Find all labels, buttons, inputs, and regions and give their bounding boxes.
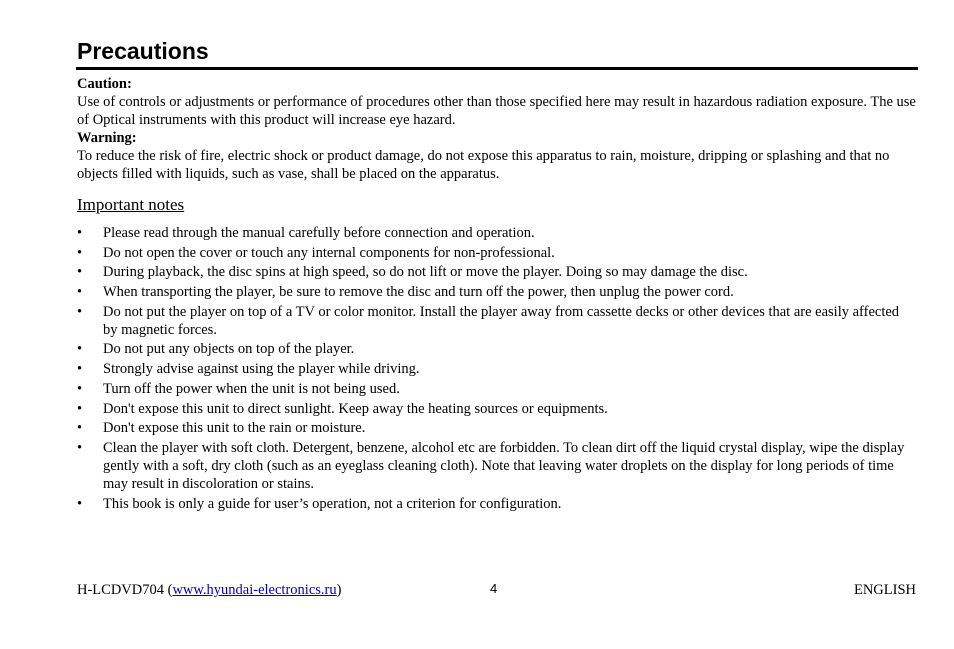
title-rule xyxy=(76,67,918,70)
list-item xyxy=(77,340,907,358)
safety-block xyxy=(77,75,917,183)
warning-label: Warning: xyxy=(77,130,137,146)
website-link[interactable]: www.hyundai-electronics.ru xyxy=(172,582,337,598)
bullet-icon: • xyxy=(77,439,83,456)
list-item xyxy=(77,495,907,513)
important-notes-heading: Important notes xyxy=(77,195,185,214)
list-item-text: Clean the player with soft cloth. Detergent, benzene, alcohol etc are forbidden. To clean dirt off the liquid crystal display, wipe the display gently with a soft, dry cloth (such as an eyeglass cleaning cloth). Note that leaving water droplets on the display for long periods of time may result in discoloration or stains. xyxy=(103,439,905,492)
footer-close-paren: ) xyxy=(336,582,342,598)
list-item xyxy=(77,303,907,339)
caution-text: Use of controls or adjustments or performance of procedures other than those specified here may result in hazardous radiation exposure. The use of Optical instruments with this product will increase eye hazard. xyxy=(77,94,916,128)
page-number: 4 xyxy=(490,581,498,596)
footer-language: ENGLISH xyxy=(853,582,916,598)
bullet-icon: • xyxy=(77,264,83,281)
bullet-icon: • xyxy=(77,303,83,320)
bullet-icon: • xyxy=(77,341,83,358)
page-title: Precautions xyxy=(77,38,209,64)
list-item-text: Do not open the cover or touch any internal components for non-professional. xyxy=(103,244,555,261)
list-item-text: Do not put any objects on top of the player. xyxy=(103,341,355,358)
bullet-icon: • xyxy=(77,380,83,397)
list-item xyxy=(77,400,907,418)
warning-text: To reduce the risk of fire, electric shock or product damage, do not expose this apparatus to rain, moisture, dripping or splashing and that no objects filled with liquids, such as vase, shall be placed on the apparatus. xyxy=(77,148,890,182)
list-item-text: Strongly advise against using the player while driving. xyxy=(103,361,420,378)
footer-model-text: H-LCDVD704 ( xyxy=(77,582,173,598)
list-item-text: Don't expose this unit to direct sunlight. Keep away the heating sources or equipments. xyxy=(103,400,608,417)
bullet-icon: • xyxy=(77,495,83,512)
list-item-text: This book is only a guide for user’s operation, not a criterion for configuration. xyxy=(103,495,562,512)
bullet-icon: • xyxy=(77,400,83,417)
bullet-icon: • xyxy=(77,361,83,378)
list-item xyxy=(77,419,907,437)
list-item-text: Please read through the manual carefully before connection and operation. xyxy=(103,225,535,241)
list-item xyxy=(77,263,907,281)
list-item xyxy=(77,380,907,398)
footer-model xyxy=(77,581,341,599)
list-item-text: Don't expose this unit to the rain or moisture. xyxy=(103,420,366,437)
list-item-text: During playback, the disc spins at high speed, so do not lift or move the player. Doing so may damage the disc. xyxy=(103,264,748,281)
caution-label: Caution: xyxy=(77,76,132,92)
bullet-icon: • xyxy=(77,284,83,301)
important-notes-list xyxy=(77,224,907,514)
bullet-icon: • xyxy=(77,420,83,437)
list-item xyxy=(77,244,907,262)
list-item xyxy=(77,439,907,493)
list-item-text: Turn off the power when the unit is not being used. xyxy=(103,380,400,397)
list-item xyxy=(77,224,907,242)
bullet-icon: • xyxy=(77,225,83,241)
list-item xyxy=(77,283,907,301)
bullet-icon: • xyxy=(77,244,83,261)
list-item xyxy=(77,360,907,378)
list-item-text: Do not put the player on top of a TV or color monitor. Install the player away from cassette decks or other devices that are easily affected by magnetic forces. xyxy=(103,303,900,338)
list-item-text: When transporting the player, be sure to remove the disc and turn off the power, then unplug the power cord. xyxy=(103,284,734,301)
